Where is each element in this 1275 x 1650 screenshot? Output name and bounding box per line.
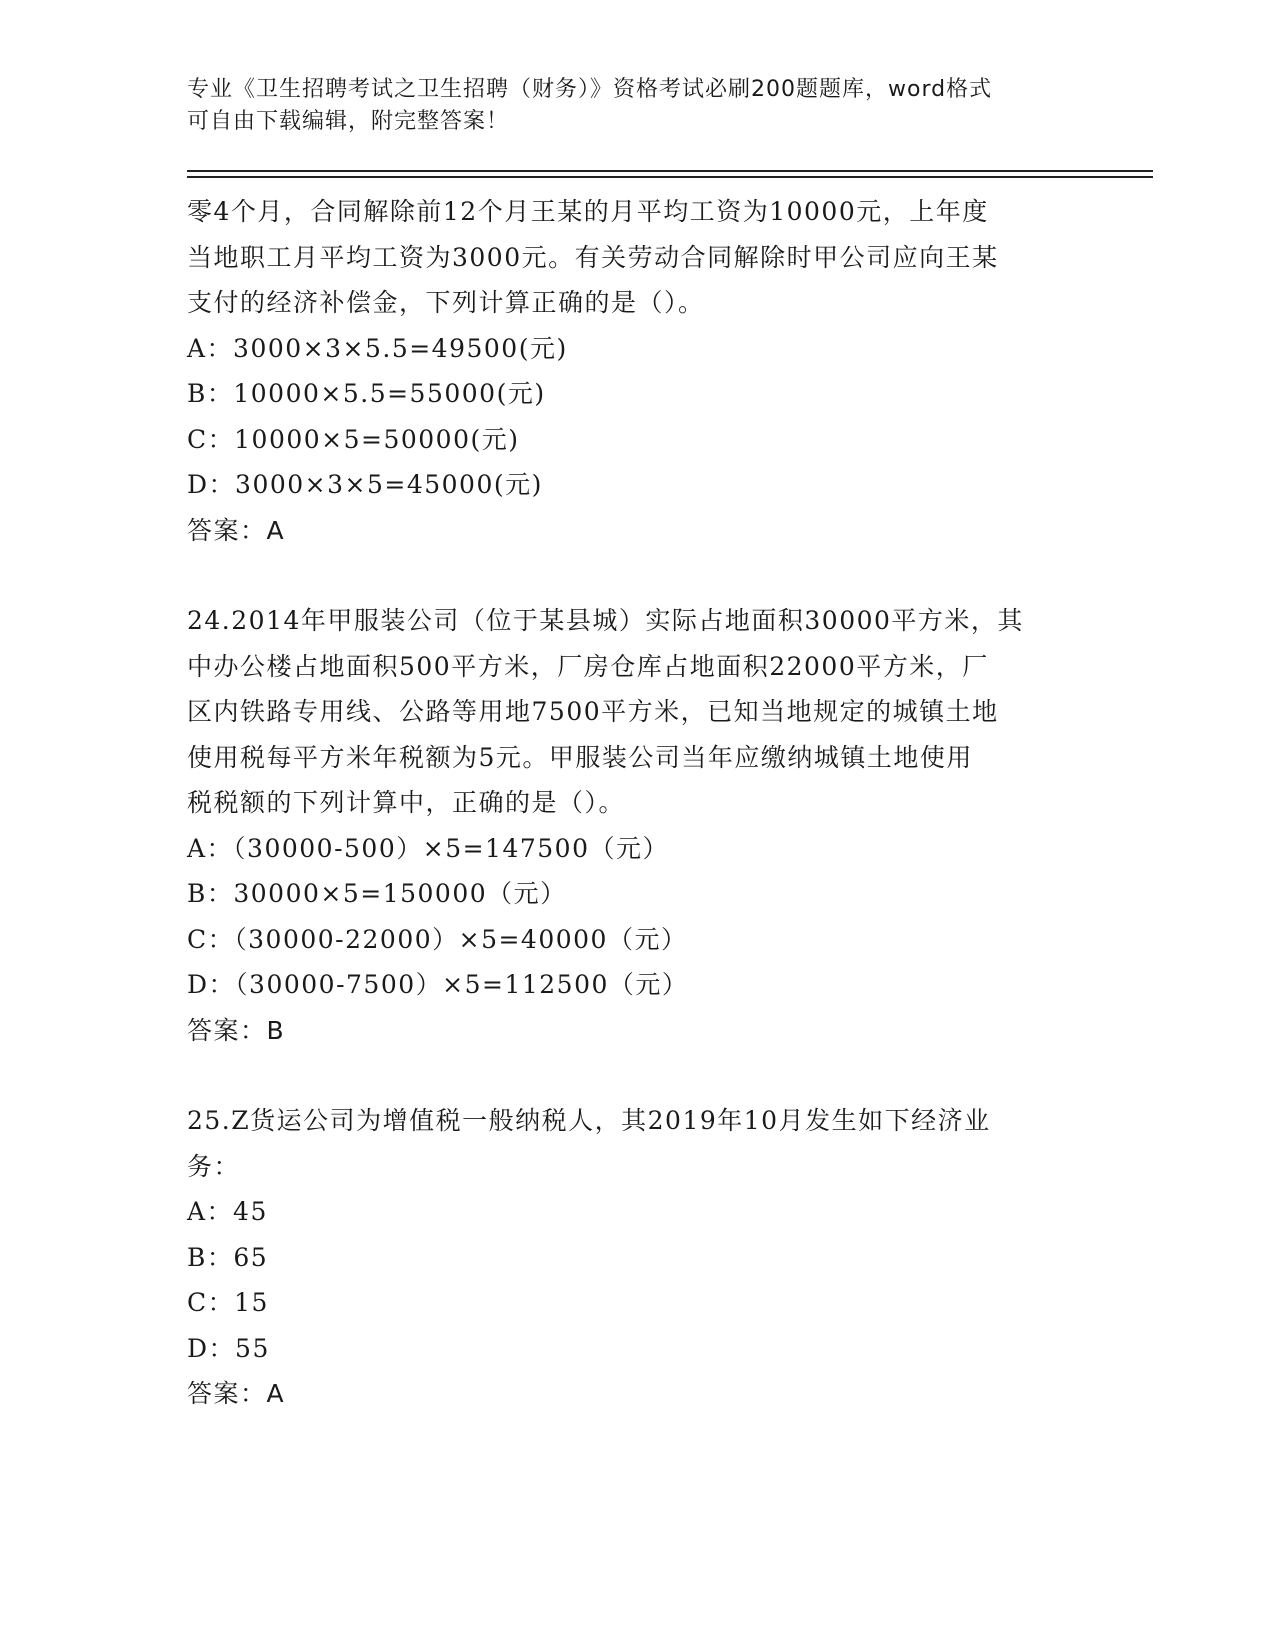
option-d: D：55 <box>187 1333 270 1363</box>
question-stem-line: 使用税每平方米年税额为5元。甲服装公司当年应缴纳城镇土地使用 <box>187 742 973 772</box>
option-b: B：10000×5.5=55000(元) <box>187 379 546 408</box>
option-b: B：65 <box>187 1242 269 1272</box>
question-stem-line: 支付的经济补偿金，下列计算正确的是（）。 <box>187 288 705 317</box>
option-a: A：45 <box>187 1197 268 1226</box>
question-stem-line: 务： <box>187 1151 241 1181</box>
option-d: D：（30000-7500）×5=112500（元） <box>187 970 689 999</box>
question-stem-line: 中办公楼占地面积500平方米，厂房仓库占地面积22000平方米，厂 <box>187 651 989 681</box>
question-25 <box>187 1098 1087 1417</box>
option-c: C：10000×5=50000(元) <box>187 424 520 454</box>
header-line-2: 可自由下载编辑，附完整答案！ <box>187 109 510 134</box>
header-rule-top <box>187 170 1153 172</box>
question-stem-line: 当地职工月平均工资为3000元。有关劳动合同解除时甲公司应向王某 <box>187 242 999 272</box>
answer-label: 答案：A <box>187 1379 286 1408</box>
header-line-1: 专业《卫生招聘考试之卫生招聘（财务）》资格考试必刷200题题库，word格式 <box>187 77 993 102</box>
question-stem-line: 税税额的下列计算中，正确的是（）。 <box>187 788 626 817</box>
answer-label: 答案：B <box>187 1015 286 1045</box>
option-a: A：（30000-500）×5=147500（元） <box>187 833 669 863</box>
option-c: C：15 <box>187 1288 269 1317</box>
document-header <box>187 74 1067 138</box>
header-rule-bottom <box>187 176 1153 178</box>
question-stem-line: 区内铁路专用线、公路等用地7500平方米，已知当地规定的城镇土地 <box>187 697 999 726</box>
question-24 <box>187 598 1087 1053</box>
option-c: C：（30000-22000）×5=40000（元） <box>187 924 688 954</box>
option-d: D：3000×3×5=45000(元) <box>187 470 543 499</box>
question-stem-line: 24.2014年甲服装公司（位于某县城）实际占地面积30000平方米，其 <box>187 606 1024 635</box>
answer-label: 答案：A <box>187 515 286 545</box>
question-stem-line: 25.Z货运公司为增值税一般纳税人，其2019年10月发生如下经济业 <box>187 1106 991 1135</box>
question-content <box>187 189 1087 1417</box>
question-stem-line: 零4个月，合同解除前12个月王某的月平均工资为10000元，上年度 <box>187 197 989 226</box>
question-23 <box>187 189 1087 553</box>
option-b: B：30000×5=150000（元） <box>187 879 567 908</box>
option-a: A：3000×3×5.5=49500(元) <box>187 333 568 363</box>
